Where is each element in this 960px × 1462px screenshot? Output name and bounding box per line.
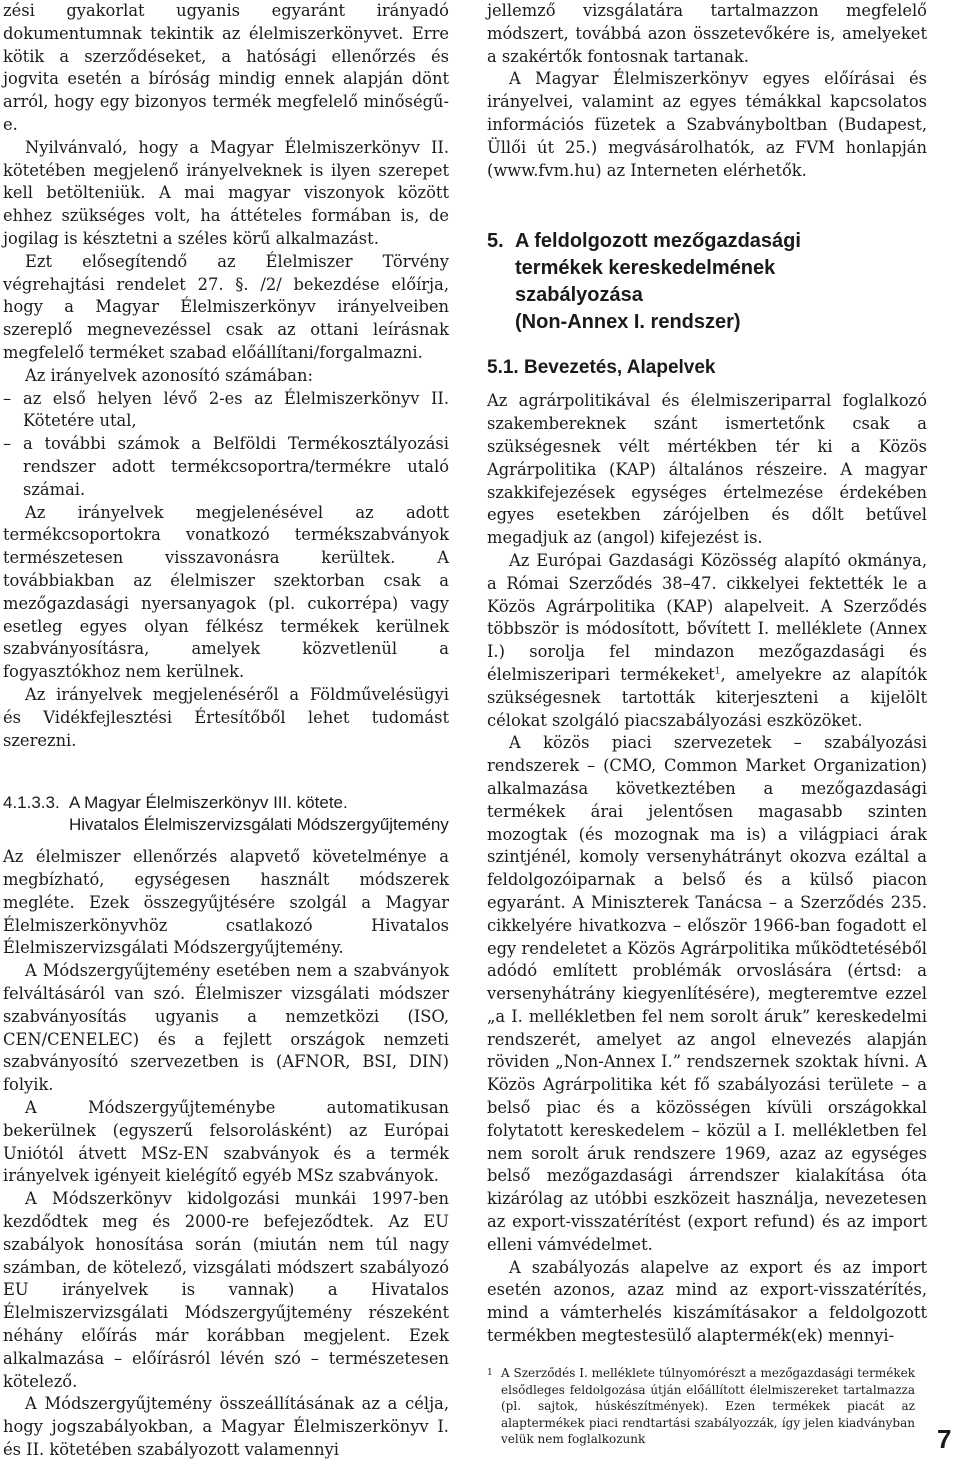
heading-line: A Magyar Élelmiszerkönyv III. kötete. bbox=[69, 793, 348, 813]
paragraph: A Módszergyűjteménybe automatikusan bekerülnek (egyszerű felsorolásként) az Európai Uniótól átvett MSz-EN szabványok és a termék irányelvek igényeit kielégítő egyéb MSz szabványok. bbox=[3, 1098, 449, 1186]
left-column bbox=[3, 0, 449, 1462]
section-number: 5. bbox=[487, 230, 504, 253]
paragraph: Nyilvánvaló, hogy a Magyar Élelmiszerkönyv II. kötetében megjelenő irányelveknek is ilyen szerepet kell betölteniük. A mai magyar viszonyok között ehhez szükséges volt, ha áttételes formában is, de jogilag is késztetni a széles körű alkalmazást. bbox=[3, 137, 449, 248]
paragraph: A szabályozás alapelve az export és az import esetén azonos, azaz mind az export-visszatérítés, mind a vámterhelés kiszámításakor a feldolgozott termékben megtestesülő alaptermék(ek) mennyi- bbox=[487, 1257, 927, 1346]
paragraph: Az irányelvek megjelenésével az adott termékcsoportokra vonatkozó termékszabványok természetesen visszavonásra kerültek. A továbbiakban az élelmiszer szektorban csak a mezőgazdasági nyersanyagok (pl. cukorrépa) vagy esetleg egyes olyan félkész termékek kerülnek szabványosításra, amelyek közvetlenül a fogyasztókhoz nem kerülnek. bbox=[3, 502, 449, 682]
subsection-heading bbox=[3, 792, 449, 836]
page-number: 7 bbox=[937, 1424, 952, 1454]
section-heading bbox=[487, 228, 927, 336]
paragraph: Az élelmiszer ellenőrzés alapvető követelménye a megbízható, egységesen használt módszerek megléte. Ezek összegyűjtésére szolgál a Magyar Élelmiszerkönyvhöz csatlakozó Hivatalos Élelmiszervizsgálati Módszergyűjtemény. bbox=[3, 847, 449, 958]
section-heading-line: termékek kereskedelmének bbox=[515, 257, 776, 280]
paragraph: Az irányelvek azonosító számában: bbox=[25, 365, 313, 385]
paragraph-text: , amelyekre az alapítók szükségesnek tartották kiterjeszteni a kijelölt célokat szolgáló piacszabályozási eszközöket. bbox=[487, 664, 927, 730]
paragraph bbox=[487, 550, 927, 732]
paragraph: jellemző vizsgálatára tartalmazzon megfelelő módszert, továbbá azon összetevőkére is, amelyeket a szakértők fontosnak tartanak. bbox=[487, 1, 927, 66]
paragraph: Az irányelvek megjelenéséről a Földművelésügyi és Vidékfejlesztési Értesítőből lehet tudomást szerezni. bbox=[3, 684, 449, 750]
paragraph: A Módszerkönyv kidolgozási munkái 1997-ben kezdődtek meg és 2000-re befejeződtek. Az EU szabályok honosítása során (miután nem túl nagy számban, de kötelező, vizsgálati módszert szabályozó EU irányelvek is vannak) a Hivatalos Élelmiszervizsgálati Módszergyűjtemény részeként néhány előírás már korábban megjelent. Ezek alkalmazása – előírásról lévén szó – természetesen kötelező. bbox=[3, 1189, 449, 1391]
footnote-text: A Szerződés I. melléklete túlnyomórészt a mezőgazdasági termékek elsődleges feldolgozása útján előállított élelmiszereket tartalmazza (pl. sajtok, húskészítmények). Ezen termékek piacát az alaptermékek piaci rendtartási szabályozzák, így jelen kiadványban velük nem foglalkozunk bbox=[501, 1366, 915, 1446]
dash-marker: – bbox=[3, 388, 12, 408]
footnote-marker: 1 bbox=[487, 1368, 493, 1378]
right-column bbox=[487, 0, 927, 1348]
section-heading-line: (Non-Annex I. rendszer) bbox=[515, 311, 741, 334]
paragraph: A Módszergyűjtemény összeállításának az a célja, hogy jogszabályokban, a Magyar Élelmiszerkönyv I. és II. kötetében szabályozott valamennyi bbox=[3, 1394, 449, 1460]
footnote-reference: 1 bbox=[714, 666, 721, 677]
subsection-heading: 5.1. Bevezetés, Alapelvek bbox=[487, 357, 716, 379]
section-heading-line: szabályozása bbox=[515, 284, 643, 307]
section-heading-line: A feldolgozott mezőgazdasági bbox=[515, 230, 801, 253]
paragraph: A Módszergyűjtemény esetében nem a szabványok felváltásáról van szó. Élelmiszer vizsgálati módszer szabványosítás ugyanis a nemzetközi (ISO, CEN/CENELEC) és a fejlett országok nemzeti szabványosító szervezetben is (AFNOR, BSI, DIN) folyik. bbox=[3, 961, 449, 1095]
dash-list-text: az első helyen lévő 2-es az Élelmiszerkönyv II. Kötetére utal, bbox=[23, 388, 449, 431]
paragraph: Ezt elősegítendő az Élelmiszer Törvény végrehajtási rendelet 27. §. /2/ bekezdése előírja, hogy a Magyar Élelmiszerkönyv irányelveiben szereplő megnevezéssel csak az ottani leírásnak megfelelő terméket szabad előállítani/forgalmazni. bbox=[3, 251, 449, 362]
footnote bbox=[487, 1365, 917, 1448]
dash-marker: – bbox=[3, 434, 12, 454]
dash-list-text: a további számok a Belföldi Termékosztályozási rendszer adott termékcsoportra/termékre utaló számai. bbox=[23, 434, 449, 499]
dash-list-item bbox=[3, 433, 449, 501]
heading-line: Hivatalos Élelmiszervizsgálati Módszergyűjtemény bbox=[69, 815, 449, 835]
paragraph: Az agrárpolitikával és élelmiszeriparral foglalkozó szakembereknek szánt ismertetőnk csak a szükségesnek vélt mértékben tér ki a Közös Agrárpolitika (KAP) általános részeire. A magyar szakkifejezések egységes értelmezése érdekében egyes esetekben zárójelben és dőlt betűvel megadjuk az (angol) kifejezést is. bbox=[487, 391, 927, 548]
paragraph-text: Az Európai Gazdasági Közösség alapító okmánya, a Római Szerződés 38–47. cikkelyei fektették le a Közös Agrárpolitika (KAP) alapelveit. A Szerződés többször is módosított, bővített I. melléklete (Annex I.) sorolja fel mindazon mezőgazdasági és élelmiszeripari termékeket bbox=[487, 550, 927, 684]
paragraph: A közös piaci szervezetek – szabályozási rendszerek – (CMO, Common Market Organization) alkalmazása következtében a mezőgazdasági termékek árai jelentősen magasabb szinten mozogtak (és mozognak ma is) a világpiaci árak szintjénél, komoly versenyhátrányt okozva ezáltal a feldolgozóiparnak a belső és a külső piacon egyaránt. A Miniszterek Tanácsa – a Szerződés 235. cikkelyére hivatkozva – először 1966-ban fogadott el egy rendeletet a Közös Agrárpolitika működtetéséből adódó említett problémák orvoslására (értsd: a versenyhátrány kiegyenlítésére), megteremtve ezzel „a I. mellékletben fel nem sorolt áruk” kereskedelmi rendszerét, amelyet az angol elnevezés alapján röviden „Non-Annex I.” rendszernek szoktak hívni. A Közös Agrárpolitika két fő szabályozási területe – a belső piac és a közösségen kívüli országokkal folytatott kereskedelem – közül a I. mellékletben fel nem sorolt áruk rendszere 1969, azaz az egységes belső mezőgazdasági árrendszer kialakítása óta kizárólag az utóbbi eszközeit használja, nevezetesen az export-visszatérítést (export refund) és az import elleni vámvédelmet. bbox=[487, 733, 927, 1254]
dash-list-item bbox=[3, 388, 449, 434]
paragraph: A Magyar Élelmiszerkönyv egyes előírásai és irányelvei, valamint az egyes témákkal kapcsolatos információs füzetek a Szabványboltban (Budapest, Üllői út 25.) megvásárolhatók, az FVM honlapján (www.fvm.hu) az Interneten elérhetők. bbox=[487, 69, 927, 180]
heading-number: 4.1.3.3. bbox=[3, 793, 60, 813]
paragraph: zési gyakorlat ugyanis egyaránt irányadó dokumentumnak tekintik az élelmiszerkönyvet. Erre kötik a szerződéseket, a hatósági ellenőrzés és jogvita esetén a bíróság mindig ennek alapján dönt arról, hogy egy bizonyos termék megfelelő minőségű-e. bbox=[3, 1, 449, 134]
